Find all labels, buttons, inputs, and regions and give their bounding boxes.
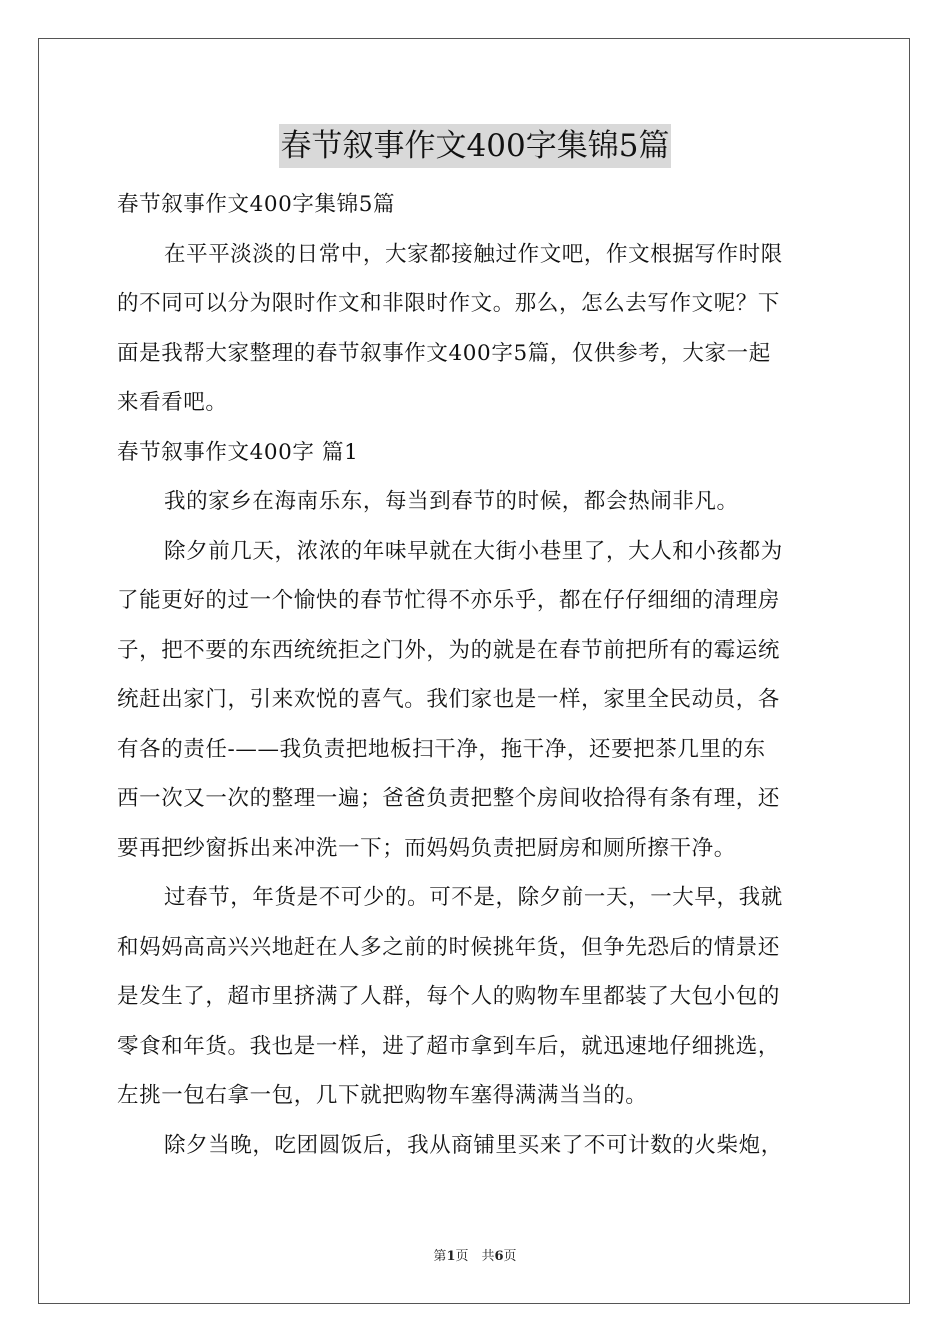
text-line: 和妈妈高高兴兴地赶在人多之前的时候挑年货，但争先恐后的情景还 [117, 934, 781, 960]
footer-suffix: 页 [503, 1249, 517, 1264]
text-line: 我的家乡在海南乐东，每当到春节的时候，都会热闹非凡。 [164, 489, 739, 514]
text-line: 统赶出家门，引来欢悦的喜气。我们家也是一样，家里全民动员，各 [117, 687, 781, 712]
text-line: 春节叙事作文400字 篇1 [117, 439, 359, 465]
page-footer [0, 1248, 950, 1266]
footer-current-page: 1 [446, 1249, 456, 1264]
text-line: 过春节，年货是不可少的。可不是，除夕前一天，一大早，我就 [164, 885, 783, 910]
text-line: 除夕前几天，浓浓的年味早就在大街小巷里了，大人和小孩都为 [164, 538, 783, 564]
text-line: 春节叙事作文400字集锦5篇 [117, 192, 396, 217]
footer-mid: 页 共 [455, 1249, 495, 1264]
footer-total-pages: 6 [494, 1249, 504, 1264]
text-line: 要再把纱窗拆出来冲洗一下；而妈妈负责把厨房和厕所擦干净。 [117, 835, 736, 861]
text-line: 了能更好的过一个愉快的春节忙得不亦乐乎，都在仔仔细细的清理房 [117, 588, 781, 613]
text-line: 是发生了，超市里挤满了人群，每个人的购物车里都装了大包小包的 [117, 984, 781, 1009]
text-line: 零食和年货。我也是一样，进了超市拿到车后，就迅速地仔细挑选， [117, 1033, 781, 1059]
text-line: 面是我帮大家整理的春节叙事作文400字5篇，仅供参考，大家一起 [117, 340, 771, 366]
document-body [117, 180, 833, 1170]
text-line: 来看看吧。 [117, 390, 228, 415]
text-line: 的不同可以分为限时作文和非限时作文。那么，怎么去写作文呢？下 [117, 291, 781, 316]
text-line: 左挑一包右拿一包，几下就把购物车塞得满满当当的。 [117, 1083, 648, 1108]
footer-prefix: 第 [433, 1249, 447, 1264]
text-line: 有各的责任-——我负责把地板扫干净，拖干净，还要把茶几里的东 [117, 736, 766, 762]
text-line: 除夕当晚，吃团圆饭后，我从商铺里买来了不可计数的火柴炮， [164, 1132, 783, 1158]
text-line: 在平平淡淡的日常中，大家都接触过作文吧，作文根据写作时限 [164, 241, 783, 267]
text-line: 子，把不要的东西统统拒之门外，为的就是在春节前把所有的霉运统 [117, 637, 781, 663]
document-title: 春节叙事作文400字集锦5篇 [279, 124, 672, 168]
title-container [0, 124, 950, 168]
text-line: 西一次又一次的整理一遍；爸爸负责把整个房间收拾得有条有理，还 [117, 786, 781, 811]
